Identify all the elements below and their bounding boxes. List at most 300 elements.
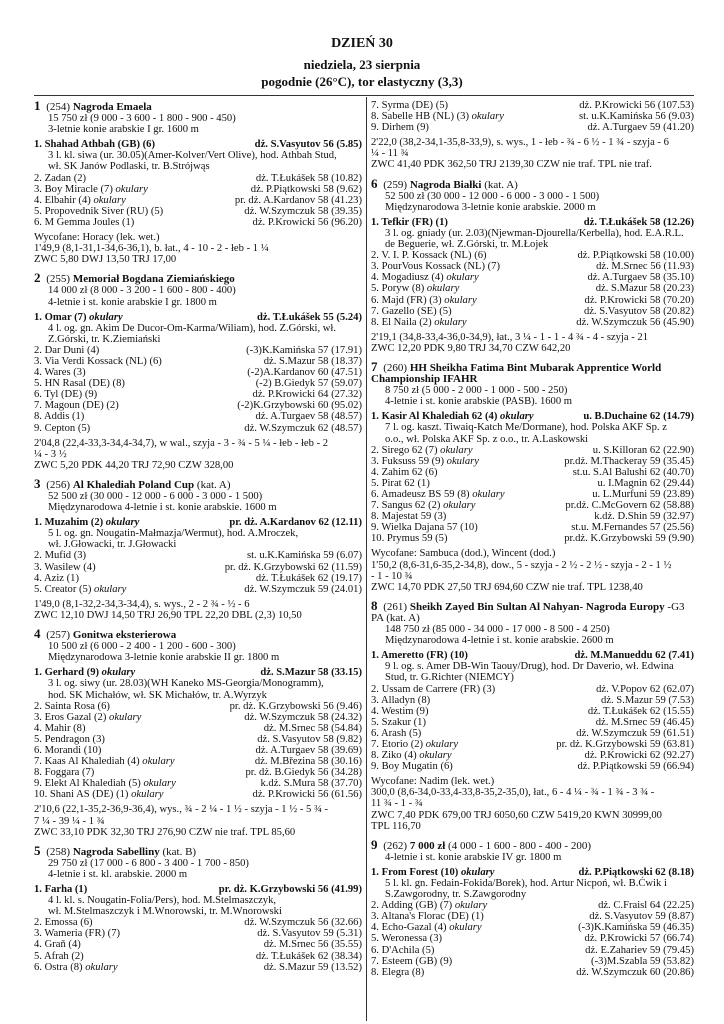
jockey-weight-odds: dż. M.Srnec 56 (11.93) — [596, 261, 694, 273]
summary-line: ZWC 12,10 DWJ 14,50 TRJ 26,90 TPL 22,20 DBL (2,3) 10,50 — [34, 609, 302, 621]
blinkers-note: okulary — [142, 756, 175, 768]
race-code: (261) — [383, 600, 408, 613]
horse-name: 1. Farha (1) — [34, 884, 88, 895]
jockey-weight-odds: pr. dż. A.Kardanov 62 (12.11) — [229, 517, 362, 529]
result-row — [34, 928, 362, 939]
jockey-weight-odds: dż. E.Zahariev 59 (79.45) — [585, 944, 694, 956]
race-number: 8 — [371, 597, 378, 613]
jockey-weight-odds: dż. S.Mazur 59 (7.53) — [601, 694, 694, 706]
result-row — [371, 478, 694, 489]
blinkers-note: okulary — [471, 111, 504, 123]
jockey-weight-odds: k.dż. S.Mura 58 (37.70) — [260, 778, 362, 790]
horse-name: 7. Sangus 62 (2) okulary — [371, 500, 476, 512]
horse-name: 6. D'Achila (5) — [371, 944, 435, 956]
jockey-weight-odds: dż. W.Szymczuk 58 (39.35) — [244, 205, 362, 217]
jockey-weight-odds: dż. P.Piątkowski 58 (9.62) — [250, 183, 362, 195]
results-list — [371, 650, 694, 772]
jockey-weight-odds: pr.dż. M.Thackeray 59 (35.45) — [564, 455, 694, 467]
summary-line: ZWC 14,70 PDK 27,50 TRJ 694,60 CZW nie traf. TPL 1238,40 — [371, 581, 643, 593]
horse-name: 4. Graň (4) — [34, 939, 81, 951]
race-number: 5 — [34, 842, 41, 858]
race-info: 4-letnie i st. konie arabskie I gr. 1800 m — [48, 296, 217, 308]
result-row — [371, 761, 694, 772]
result-row — [371, 295, 694, 306]
horse-name: 6. Amadeusz BS 59 (8) okulary — [371, 489, 505, 500]
result-row — [34, 206, 362, 217]
race-number: 9 — [371, 836, 378, 852]
summary-line: ZWC 5,80 DWJ 13,50 TRJ 17,00 — [34, 254, 177, 266]
result-row — [371, 945, 694, 956]
results-list — [34, 139, 362, 228]
results-list — [371, 411, 694, 544]
horse-name: 8. Foggara (7) — [34, 767, 95, 779]
jockey-weight-odds: dż. W.Szymczuk 59 (24.01) — [244, 583, 362, 595]
result-row — [371, 750, 694, 761]
horse-name: 7. Magoun (DE) (2) — [34, 400, 119, 412]
horse-name: 9. Elekt Al Khalediah (5) okulary — [34, 778, 176, 790]
jockey-weight-odds: dż. S.Mazur 58 (33.15) — [260, 667, 362, 679]
result-row — [34, 884, 362, 895]
result-row — [34, 778, 362, 789]
horse-name: 4. Echo-Gazal (4) okulary — [371, 922, 482, 934]
result-row — [371, 217, 694, 228]
horse-name: 3. Wasilew (4) — [34, 561, 96, 573]
result-row — [371, 250, 694, 261]
blinkers-note: okulary — [460, 866, 495, 878]
race-block — [34, 842, 362, 973]
result-row — [371, 911, 694, 922]
race-code: (258) — [46, 845, 71, 858]
winner-details: S.Zawgorodny, tr. S.Zawgorodny — [385, 889, 527, 901]
result-row — [34, 939, 362, 950]
jockey-weight-odds: dż. P.Krowicki 56 (61.56) — [252, 789, 362, 801]
jockey-weight-odds: pr. dż. K.Grzybowski 56 (9.46) — [229, 700, 362, 712]
blinkers-note: okulary — [472, 489, 505, 500]
race-info: Międzynarodowa 3-letnie konie arabskie II gr. 1800 m — [48, 652, 280, 664]
result-row — [34, 667, 362, 678]
horse-name: 9. Wielka Dajana 57 (10) — [371, 522, 478, 534]
result-row — [34, 400, 362, 411]
result-row — [34, 767, 362, 778]
jockey-weight-odds: dż. S.Vasyutov 58 (20.82) — [583, 305, 694, 317]
winner-details: wł. J.Głowacki, tr. J.Głowacki — [48, 539, 177, 551]
left-column — [34, 100, 362, 980]
horse-name: 2. Mufid (3) — [34, 550, 87, 562]
right-column — [371, 100, 694, 985]
jockey-weight-odds: (-2)A.Kardanov 60 (47.51) — [247, 367, 362, 379]
result-row — [34, 734, 362, 745]
race-info: Międzynarodowa 4-letnie i st. konie arabskie. 1600 m — [48, 502, 277, 514]
jockey-weight-odds: dż. M.Březina 58 (30.16) — [254, 756, 362, 768]
jockey-weight-odds: dż. W.Szymczuk 62 (48.57) — [244, 422, 362, 434]
result-row — [34, 756, 362, 767]
result-row — [34, 550, 362, 561]
jockey-weight-odds: dż. S.Vasyutov 56 (5.85) — [254, 139, 362, 151]
horse-name: 9. Boy Mugatin (6) — [371, 761, 453, 773]
result-row — [34, 745, 362, 756]
horse-name: 9. Dirhem (9) — [371, 122, 429, 134]
jockey-weight-odds: u. I.Magnin 62 (29.44) — [597, 477, 694, 489]
result-row — [371, 739, 694, 750]
blinkers-note: okulary — [440, 444, 473, 456]
jockey-weight-odds: dż. M.Srnec 59 (46.45) — [595, 716, 694, 728]
race-name: 7 000 zł — [409, 839, 446, 852]
winner-details: hod. SK Michałów, wł. SK Michałów, tr. A.Wyrzyk — [48, 689, 267, 701]
jockey-weight-odds: u. L.Murfuni 59 (23.89) — [592, 489, 694, 500]
jockey-weight-odds: dż. P.Krowicki 56 (96.20) — [252, 216, 362, 228]
horse-name: 3. Via Verdi Kossack (NL) (6) — [34, 355, 162, 367]
summary-line: 7 ¼ - 39 ¼ - 1 ¾ — [34, 815, 105, 827]
race-code: (254) — [46, 101, 71, 113]
blinkers-note: okulary — [143, 778, 176, 790]
result-row — [371, 511, 694, 522]
horse-name: 7. Gazello (SE) (5) — [371, 305, 452, 317]
results-list — [34, 312, 362, 434]
race-name: Memoriał Bogdana Ziemiańskiego — [72, 273, 235, 286]
blinkers-note: okulary — [85, 961, 118, 973]
winner-details: 4 l. og. gn. Akim De Ducor-Om-Karma/Wiliam), hod. Z.Górski, wł. — [48, 322, 336, 334]
race-code: (257) — [46, 629, 71, 642]
race-info: 4-letnie i st. konie arabskie (PASB). 1600 m — [385, 396, 573, 408]
race-info: 15 750 zł (9 000 - 3 600 - 1 800 - 900 - 450) — [48, 113, 236, 125]
result-row — [34, 356, 362, 367]
horse-name: 2. Sirego 62 (7) okulary — [371, 444, 473, 456]
blinkers-note: okulary — [434, 316, 467, 328]
horse-name: 4. Mogadiusz (4) okulary — [371, 272, 479, 284]
horse-name: 10. Shani AS (DE) (1) okulary — [34, 789, 164, 801]
result-row — [34, 378, 362, 389]
blinkers-note: okulary — [94, 583, 127, 595]
race-summary — [371, 137, 694, 170]
jockey-weight-odds: st. u.K.Kamińska 56 (9.03) — [578, 111, 694, 123]
horse-name: 5. Afrah (2) — [34, 950, 84, 962]
result-row — [371, 500, 694, 511]
blinkers-note: okulary — [449, 922, 482, 934]
jockey-weight-odds: u. B.Duchaine 62 (14.79) — [583, 411, 694, 423]
results-list — [371, 100, 694, 133]
jockey-weight-odds: dż. P.Krowicki 56 (107.53) — [579, 100, 694, 111]
race-code: (262) — [383, 839, 408, 852]
horse-name: 1. From Forest (10) okulary — [371, 866, 495, 878]
blinkers-note: okulary — [446, 455, 480, 467]
jockey-weight-odds: (-3)M.Szabla 59 (53.82) — [591, 955, 694, 967]
horse-name: 2. Ussam de Carrere (FR) (3) — [371, 683, 496, 695]
horse-name: 5. Weronessa (3) — [371, 933, 443, 945]
race-number: 7 — [371, 358, 378, 374]
race-info: 4-letnie i st. kl. arabskie. 2000 m — [48, 868, 188, 880]
winner-details: 4 l. kl. s. Nougatin-Folia/Pers), hod. M.Stelmaszczyk, — [48, 895, 277, 907]
horse-name: 5. HN Rasal (DE) (8) — [34, 378, 125, 390]
results-list — [371, 217, 694, 328]
result-row — [34, 312, 362, 323]
jockey-weight-odds: dż. T.Łukášek 62 (15.55) — [587, 705, 694, 717]
summary-line: ZWC 5,20 PDK 44,20 TRJ 72,90 CZW 328,00 — [34, 459, 234, 471]
date-line: niedziela, 23 sierpnia — [303, 57, 421, 72]
race-info: 10 500 zł (6 000 - 2 400 - 1 200 - 600 - 300) — [48, 641, 236, 653]
horse-name: 7. Kaas Al Khalediah (4) okulary — [34, 756, 175, 768]
race-summary — [371, 548, 694, 592]
jockey-weight-odds: dż. T.Łukášek 62 (38.34) — [255, 950, 362, 962]
race-name: Nagroda Sabelliny — [72, 845, 160, 858]
race-code: (256) — [46, 478, 71, 491]
horse-name: 8. Elegra (8) — [371, 966, 425, 978]
jockey-weight-odds: dż. P.Krowicki 58 (70.20) — [584, 294, 694, 306]
race-number: 2 — [34, 270, 41, 286]
column-divider — [366, 97, 367, 1021]
race-info: 148 750 zł (85 000 - 34 000 - 17 000 - 8 500 - 4 250) — [385, 624, 610, 636]
horse-name: 1. Kasir Al Khalediah 62 (4) okulary — [371, 411, 534, 423]
summary-line: 2'04,8 (22,4-33,3-34,4-34,7), w wal., szyja - 3 - ¾ - 5 ¼ - łeb - łeb - 2 — [34, 437, 329, 449]
race-category: (kat. A) — [484, 178, 518, 191]
race-category: (4 000 - 1 600 - 800 - 400 - 200) — [448, 839, 592, 852]
result-row — [371, 456, 694, 467]
jockey-weight-odds: dż. S.Mazur 58 (20.23) — [595, 283, 694, 295]
jockey-weight-odds: dż. V.Popov 62 (62.07) — [596, 683, 694, 695]
result-row — [371, 717, 694, 728]
jockey-weight-odds: dż. T.Łukášek 58 (10.82) — [255, 172, 362, 184]
horse-name: 1. Muzahim (2) okulary — [34, 517, 140, 529]
horse-name: 5. Creator (5) okulary — [34, 583, 127, 595]
horse-name: 9. Cepton (5) — [34, 422, 91, 434]
race-block — [371, 100, 694, 171]
horse-name: 3. PourVous Kossack (NL) (7) — [371, 261, 500, 273]
race-name: HH Sheikha Fatima Bint Mubarak Apprentice World Championship IFAHR — [371, 361, 662, 386]
jockey-weight-odds: dż. P.Piątkowski 62 (8.18) — [578, 866, 694, 878]
horse-name: 2. Sainta Rosa (6) — [34, 700, 110, 712]
horse-name: 8. Majestat 59 (3) — [371, 511, 447, 523]
horse-name: 5. Szakur (1) — [371, 716, 427, 728]
result-row — [371, 522, 694, 533]
race-block — [34, 272, 362, 471]
blinkers-note: okulary — [109, 711, 142, 723]
jockey-weight-odds: dż. S.Mazur 59 (13.52) — [263, 961, 362, 973]
summary-line: 1'49,9 (8,1-31,1-34,6-36,1), b. łat., 4 - 10 - 2 - łeb - 1 ¼ — [34, 243, 269, 255]
horse-name: 2. Adding (GB) (7) okulary — [371, 900, 488, 912]
winner-details: de Beguerie, wł. Z.Górski, tr. M.Łojek — [385, 239, 549, 251]
horse-name: 3. Boy Miracle (7) okulary — [34, 183, 148, 195]
jockey-weight-odds: dż. P.Piątkowski 59 (66.94) — [577, 761, 694, 773]
result-row — [371, 306, 694, 317]
result-row — [34, 917, 362, 928]
horse-name: 6. Tyl (DE) (9) — [34, 389, 98, 401]
horse-name: 5. Pirat 62 (1) — [371, 477, 430, 489]
result-row — [371, 111, 694, 122]
horse-name: 3. Alladyn (8) — [371, 694, 431, 706]
blinkers-note: okulary — [419, 750, 452, 762]
result-row — [371, 272, 694, 283]
jockey-weight-odds: dż. P.Piątkowski 58 (10.00) — [577, 250, 694, 262]
summary-line: Wycofane: Horacy (lek. wet.) — [34, 232, 160, 244]
result-row — [34, 389, 362, 400]
page-header — [0, 36, 724, 90]
race-block — [371, 597, 694, 832]
horse-name: 4. Westim (9) — [371, 705, 429, 717]
race-name: Sheikh Zayed Bin Sultan Al Nahyan- Nagroda Europy — [409, 600, 665, 613]
jockey-weight-odds: dż. M.Srnec 56 (35.55) — [263, 939, 362, 951]
summary-line: 1'50,2 (8,6-31,6-35,2-34,8), dow., 5 - szyja - 2 ½ - 2 ½ - szyja - 2 - 1 ½ — [371, 559, 672, 571]
summary-line: 1'49,0 (8,1-32,2-34,3-34,4), s. wys., 2 - 2 ¾ - ½ - 6 — [34, 598, 250, 610]
summary-line: TPL 116,70 — [371, 820, 421, 832]
winner-details: 3 l. og. gniady (ur. 2.03)(Njewman-Djourella/Kerbella), hod. E.A.R.L. — [385, 227, 684, 239]
horse-name: 10. Prymus 59 (5) — [371, 533, 448, 545]
result-row — [371, 933, 694, 944]
results-list — [34, 517, 362, 595]
jockey-weight-odds: (-3)K.Kamińska 57 (17.91) — [246, 344, 362, 356]
winner-details: Z.Górski, tr. K.Ziemiański — [48, 333, 161, 345]
race-summary — [34, 804, 362, 837]
results-list — [34, 884, 362, 973]
summary-line: 2'22,0 (38,2-34,1-35,8-33,9), s. wys., 1 - łeb - ¾ - 6 ½ - 1 ¾ - szyja - 6 — [371, 137, 669, 149]
results-list — [34, 667, 362, 800]
winner-details: 3 l. kl. siwa (ur. 30.05)(Amer-Kolver/Vert Olive), hod. Athbah Stud, — [48, 150, 337, 162]
result-row — [34, 184, 362, 195]
race-code: (255) — [46, 273, 71, 286]
jockey-weight-odds: dż. S.Vasyutov 59 (8.87) — [589, 911, 694, 923]
horse-name: 8. El Naila (2) okulary — [371, 316, 467, 328]
jockey-weight-odds: dż. M.Manueddu 62 (7.41) — [574, 650, 694, 662]
result-row — [34, 367, 362, 378]
winner-details: wł. SK Janów Podlaski, tr. B.Strójwąs — [48, 161, 210, 173]
jockey-weight-odds: st.u. S.Al Balushi 62 (40.70) — [572, 466, 694, 478]
horse-name: 6. Ostra (8) okulary — [34, 961, 118, 973]
race-summary — [371, 332, 694, 354]
blinkers-note: okulary — [105, 517, 140, 529]
result-row — [34, 584, 362, 595]
jockey-weight-odds: dż. P.Krowicki 57 (66.74) — [584, 933, 694, 945]
race-summary — [371, 776, 694, 831]
result-row — [34, 562, 362, 573]
result-row — [371, 706, 694, 717]
result-row — [34, 345, 362, 356]
race-number: 3 — [34, 475, 41, 491]
race-info: 3-letnie konie arabskie I gr. 1600 m — [48, 124, 199, 136]
result-row — [371, 489, 694, 500]
race-block — [34, 100, 362, 265]
race-title — [371, 597, 694, 624]
jockey-weight-odds: st. u.K.Kamińska 59 (6.07) — [246, 550, 362, 562]
jockey-weight-odds: pr.dż. C.McGovern 62 (58.88) — [565, 500, 694, 512]
race-number: 4 — [34, 626, 41, 642]
race-title — [34, 272, 362, 285]
horse-name: 1. Omar (7) okulary — [34, 311, 123, 323]
result-row — [371, 956, 694, 967]
horse-name: 4. Elbahir (4) okulary — [34, 194, 126, 206]
race-title — [34, 475, 362, 491]
race-code: (259) — [383, 178, 408, 191]
race-info: Międzynarodowa 4-letnie i st. konie arabskie. 2600 m — [385, 635, 614, 647]
blinkers-note: okulary — [443, 500, 476, 512]
jockey-weight-odds: dż. P.Krowicki 62 (92.27) — [584, 750, 694, 762]
race-name: Nagroda Emaela — [72, 101, 152, 113]
summary-line: ZWC 33,10 PDK 32,30 TRJ 276,90 CZW nie traf. TPL 85,60 — [34, 826, 296, 838]
jockey-weight-odds: pr. dż. A.Kardanov 58 (41.23) — [234, 194, 362, 206]
race-title — [371, 175, 694, 191]
horse-name: 4. Wares (3) — [34, 367, 86, 379]
winner-details: wł. M.Stelmaszczyk i M.Wnorowski, tr. M.Wnorowski — [48, 906, 282, 918]
horse-name: 2. Emossa (6) — [34, 917, 93, 929]
race-block — [34, 628, 362, 838]
result-row — [34, 712, 362, 723]
result-row — [371, 411, 694, 422]
race-info: 52 500 zł (30 000 - 12 000 - 6 000 - 3 000 - 1 500) — [48, 491, 263, 502]
result-row — [34, 411, 362, 422]
result-row — [34, 173, 362, 184]
result-row — [371, 533, 694, 544]
jockey-weight-odds: pr. dż. B.Giedyk 56 (34.28) — [245, 767, 362, 779]
summary-line: ¼ - 11 ¾ — [371, 148, 409, 160]
race-title — [34, 842, 362, 858]
result-row — [34, 517, 362, 528]
race-category: (kat. A) — [196, 478, 231, 491]
result-row — [371, 122, 694, 133]
race-info: 8 750 zł (5 000 - 2 000 - 1 000 - 500 - 250) — [385, 385, 568, 397]
result-row — [371, 867, 694, 878]
horse-name: 1. Tefkir (FR) (1) — [371, 216, 448, 228]
result-row — [34, 573, 362, 584]
horse-name: 4. Aziz (1) — [34, 572, 80, 584]
blinkers-note: okulary — [425, 738, 459, 750]
result-row — [34, 139, 362, 150]
horse-name: 5. Propovednik Siver (RU) (5) — [34, 205, 164, 217]
jockey-weight-odds: pr. dż. K.Grzybowski 56 (41.99) — [218, 884, 362, 895]
race-info: 14 000 zł (8 000 - 3 200 - 1 600 - 800 - 400) — [48, 285, 236, 297]
summary-line: 2'19,1 (34,8-33,4-36,0-34,9), łat., 3 ¼ - 1 - 1 - 4 ¾ - 4 - szyja - 21 — [371, 331, 648, 343]
winner-details: 7 l. og. kaszt. Tiwaiq-Katch Me/Dormane), hod. Polska AKF Sp. z — [385, 422, 667, 434]
winner-details: o.o., wł. Polska AKF Sp. z o.o., tr. A.Laskowski — [385, 433, 589, 445]
horse-name: 3. Altana's Florac (DE) (1) — [371, 911, 484, 923]
blinkers-note: okulary — [101, 667, 136, 679]
horse-name: 3. Fuksuss 59 (9) okulary — [371, 455, 480, 467]
horse-name: 5. Poryw (8) okulary — [371, 283, 460, 295]
jockey-weight-odds: dż. M.Srnec 58 (54.84) — [263, 722, 362, 734]
race-number: 6 — [371, 175, 378, 191]
jockey-weight-odds: dż. W.Szymczuk 60 (20.86) — [576, 966, 694, 978]
race-info: 29 750 zł (17 000 - 6 800 - 3 400 - 1 700 - 850) — [48, 857, 249, 869]
jockey-weight-odds: (-2)K.Grzybowski 60 (95.02) — [237, 400, 362, 412]
results-list — [371, 867, 694, 978]
race-title — [34, 628, 362, 641]
race-category: -G3 PA (kat. A) — [371, 600, 685, 624]
conditions-line: pogodnie (26°C), tor elastyczny (3,3) — [261, 74, 463, 89]
summary-line: - 1 - 10 ¾ — [371, 570, 413, 582]
jockey-weight-odds: dż. W.Szymczuk 56 (32.66) — [244, 917, 362, 929]
jockey-weight-odds: st.u. M.Fernandes 57 (25.56) — [571, 522, 694, 534]
jockey-weight-odds: dż. W.Szymczuk 58 (24.32) — [244, 711, 362, 723]
jockey-weight-odds: dż. T.Łukášek 58 (12.26) — [583, 216, 694, 228]
horse-name: 6. Arash (5) — [371, 727, 422, 739]
horse-name: 4. Zahim 62 (6) — [371, 466, 438, 478]
summary-line: ¼ - 3 ½ — [34, 448, 67, 460]
result-row — [34, 962, 362, 973]
result-row — [371, 445, 694, 456]
race-block — [34, 475, 362, 621]
race-info: 4-letnie i st. konie arabskie IV gr. 1800 m — [385, 851, 562, 863]
result-row — [371, 261, 694, 272]
winner-details: 5 l. og. gn. Nougatin-Małmazja/Wermut), hod. A.Mroczek, — [48, 528, 299, 540]
result-row — [371, 650, 694, 661]
jockey-weight-odds: dż. T.Łukášek 62 (19.17) — [255, 572, 362, 584]
result-row — [371, 467, 694, 478]
race-title — [34, 100, 362, 113]
winner-details: 3 l. og. siwy (ur. 28.03)(WH Kaneko MS-Georgia/Monogramm), — [48, 678, 324, 690]
jockey-weight-odds: dż. A.Turgaev 58 (48.57) — [255, 411, 362, 423]
race-block — [371, 175, 694, 354]
summary-line: 300,0 (8,6-34,0-33,4-33,8-35,2-35,0), łat., 6 - 4 ¼ - ¾ - 1 ¾ - 3 ¾ - — [371, 787, 655, 799]
blinkers-note: okulary — [89, 311, 123, 323]
blinkers-note: okulary — [454, 900, 488, 912]
race-summary — [34, 438, 362, 471]
result-row — [371, 317, 694, 328]
